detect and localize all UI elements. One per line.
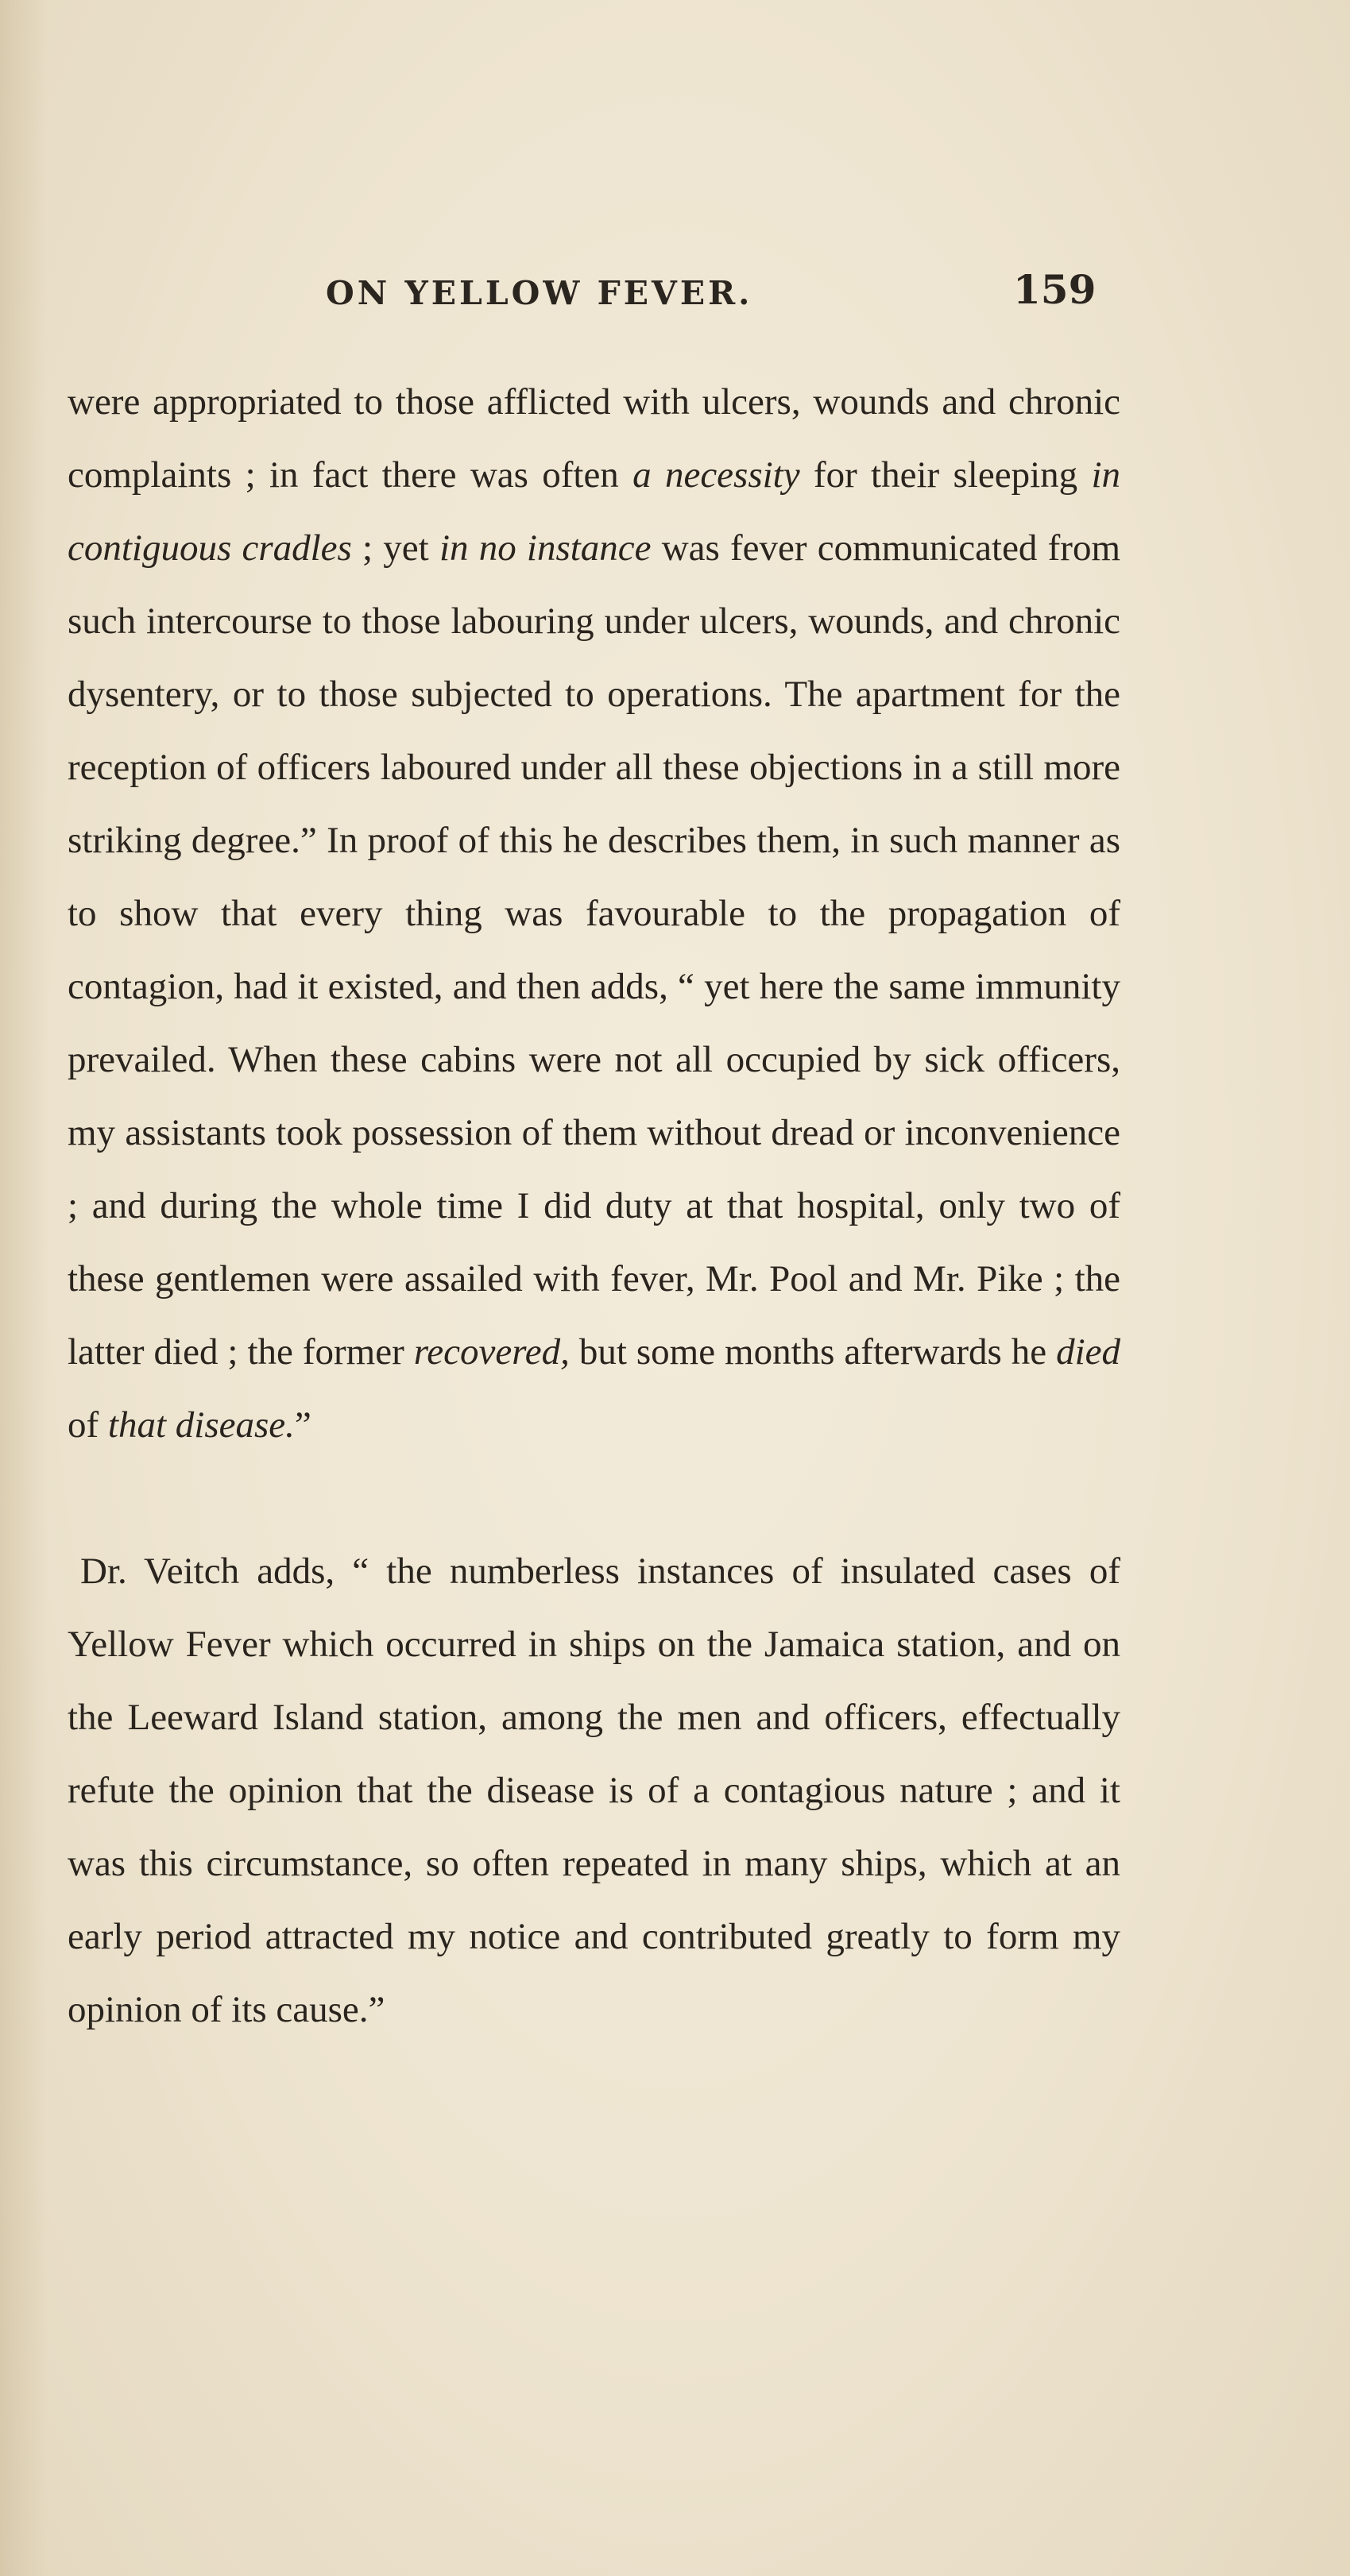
italic-text: died — [1056, 1331, 1120, 1373]
page-number: 159 — [1013, 266, 1097, 313]
italic-text: that disease. — [107, 1404, 295, 1446]
text-run: for their sleeping — [799, 454, 1092, 496]
italic-text: recovered, — [413, 1331, 570, 1373]
text-run: but some months afterwards he — [569, 1331, 1057, 1373]
page-edge-shadow — [0, 0, 48, 2576]
text-run: was fever communicated from such intercourse to those labouring under ulcers, wounds, and chronic dysentery, or to those subjected to operations. The apartment for the reception of officers laboured under all these objections in a still more striking degree.” In proof of this he describes them, in such manner as to show that every thing was favourable to the propagation of contagion, had it existed, and then adds, “ yet here the same immunity prevailed. When these cabins were not all occupied by sick officers, my assistants took possession of them without dread or inconvenience ; and during the whole time I did duty at that hospital, only two of these gentlemen were assailed with fever, Mr. Pool and Mr. Pike ; the latter died ; the former — [68, 527, 1120, 1373]
italic-text: in contiguous cradles — [68, 454, 1121, 569]
text-run: ” — [294, 1404, 311, 1446]
paragraph — [68, 365, 1120, 1462]
text-run: of — [68, 1404, 108, 1446]
body-text — [68, 365, 1120, 2046]
text-run: ; yet — [351, 527, 439, 569]
running-head — [0, 266, 1350, 330]
paragraph — [68, 1535, 1120, 2046]
text-run: were appropriated to those afflicted with ulcers, wounds and chronic complaints ; in fact there was often — [68, 381, 1120, 496]
running-title: ON YELLOW FEVER. — [326, 274, 753, 312]
italic-text: in no instance — [439, 527, 652, 569]
text-run: Dr. Veitch adds, “ the numberless instances of insulated cases of Yellow Fever which occurred in ships on the Jamaica station, and on the Leeward Island station, among the men and officers, effectually refute the opinion that the disease is of a contagious nature ; and it was this circumstance, so often repeated in many ships, which at an early period attracted my notice and contributed greatly to form my opinion of its cause.” — [68, 1551, 1120, 2030]
italic-text: a necessity — [632, 454, 800, 496]
